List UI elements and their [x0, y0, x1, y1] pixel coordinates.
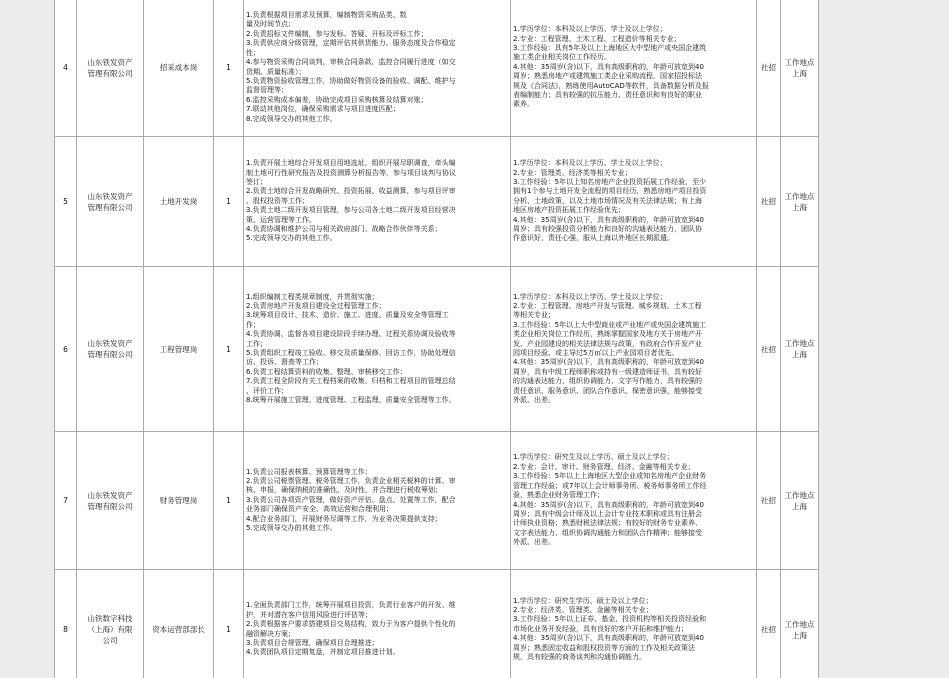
row-number: 6: [63, 344, 68, 354]
duty-line: 访、投诉、督查等工作；: [246, 358, 323, 367]
duty-line: 1.负责开展土地综合开发项目用地选址，组织开展尽职调查，牵头编: [246, 159, 456, 168]
position-name: 财务管理岗: [159, 496, 198, 505]
duty-line: 性；: [246, 48, 260, 57]
location-line: 工作地点: [784, 191, 815, 201]
company-name-line: 管理有限公司: [87, 501, 133, 511]
duty-line: 监督管理等；: [246, 86, 288, 95]
company-name-line: 公司: [102, 636, 118, 645]
duties-text: [246, 159, 508, 244]
position-name: 招采成本岗: [159, 63, 198, 72]
duties-text: [246, 11, 508, 124]
duty-line: 6.负责工程结算资料的收集、整理、审核移交工作；: [246, 367, 407, 376]
requirement-line: 发、产业园建设的相关法律法规与政策，有政府合作开发产业: [513, 339, 702, 348]
recruitment-table: [54, 0, 819, 678]
duties-cell[interactable]: [244, 0, 511, 137]
duty-line: 4.负责协调和维护公司与相关政府部门、战略合作伙伴等关系；: [246, 225, 442, 234]
requirement-line: 外派、出差。: [513, 396, 555, 405]
location-line: 工作地点: [784, 490, 815, 500]
requirement-line: 3.工作经验：5年以上知名房地产企业投资拓展工作经验，至少: [513, 177, 707, 186]
position-cell[interactable]: [144, 267, 214, 432]
duties-text: [246, 293, 508, 406]
requirement-line: 周岁；具有较强投资分析能力和良好的沟通表达能力，团队协: [513, 225, 702, 234]
position-cell[interactable]: [144, 570, 214, 678]
requirement-line: 规，具有较强的商务谈判和沟通协调能力。: [513, 653, 646, 662]
duty-line: 5.负责物资验收管理工作，协助做好物资设备的验收、调配、维护与: [246, 76, 456, 85]
duty-line: 3.统筹项目设计、技术、造价、施工、进度、质量及安全等管理工: [246, 311, 449, 320]
duty-line: 签订；: [246, 177, 267, 186]
duty-line: 8.统筹开展施工管理、进度管理、工程监理、质量安全管理等工作。: [246, 396, 456, 405]
duties-cell[interactable]: [244, 137, 511, 267]
duty-line: 5.完成领导交办的其他工作。: [246, 524, 337, 533]
duty-line: 量及时间节点；: [246, 20, 295, 29]
requirement-line: 素养。: [513, 100, 534, 109]
duties-text: [246, 468, 508, 534]
duty-line: 4.负责协调、监督各项目建设阶段手续办理、过程关系协调及验收等: [246, 330, 456, 339]
location-line: 工作地点: [784, 619, 815, 629]
table-row: [55, 0, 819, 137]
recruit-type: 社招: [761, 344, 776, 354]
headcount-cell[interactable]: [214, 432, 244, 570]
requirements-cell[interactable]: [511, 570, 757, 678]
requirement-line: 2.专业：管理类、经济类等相关专业；: [513, 168, 632, 177]
duty-line: 业务部门确保资产安全、高效运营和合理利用；: [246, 505, 393, 514]
requirement-line: 2.专业：会计、审计、财务管理、经济、金融等相关专业；: [513, 462, 695, 471]
company-cell[interactable]: [77, 137, 144, 267]
duty-line: 1.负责公司报表核算、预算管理等工作；: [246, 467, 372, 476]
requirements-cell[interactable]: [511, 432, 757, 570]
headcount-cell[interactable]: [214, 570, 244, 678]
duty-line: 2.负责土地综合开发战略研究、投资拓展、收益测算，参与项目评审: [246, 187, 456, 196]
requirements-text: [513, 25, 754, 110]
headcount-cell[interactable]: [214, 0, 244, 137]
requirements-cell[interactable]: [511, 0, 757, 137]
company-cell[interactable]: [77, 267, 144, 432]
company-name-line: 山东铁发资产: [87, 191, 133, 201]
requirement-line: 施工类企业相关岗位工作经历。: [513, 53, 611, 62]
company-name-line: 山铁数字科技: [87, 614, 133, 623]
right-margin: [818, 0, 949, 678]
requirement-line: 4.其他：35周岁(含)以下，具有高级职称的，年龄可放宽到40: [513, 634, 704, 643]
duty-line: 4.配合业务部门，开展财务尽调等工作，为业务决策提供支持；: [246, 514, 442, 523]
duty-line: 7.负责工程全阶段有关工程档案的收集、归档和工程项目的管理总结: [246, 377, 456, 386]
position-name: 资本运营部部长: [152, 625, 205, 634]
requirement-line: 周岁，具有中级工程师职称或持有一级建造师证书，具有较好: [513, 367, 702, 376]
duty-line: 1.组织编制工程类规章制度，并贯彻实施；: [246, 292, 379, 301]
row-number-cell[interactable]: [55, 432, 77, 570]
company-cell[interactable]: [77, 432, 144, 570]
requirement-line: 2.专业：经济类、管理类、金融等相关专业；: [513, 605, 653, 614]
location-line: 上海: [792, 202, 807, 212]
duty-line: 工作；: [246, 339, 267, 348]
location-cell[interactable]: [781, 267, 819, 432]
requirement-line: 管理工作经验；或7年以上会计师事务所、税务师事务所工作经: [513, 481, 707, 490]
duty-line: 3.负责供应商分级管理，定期评估其供货能力、服务态度及合作稳定: [246, 39, 456, 48]
recruit-type: 社招: [761, 197, 776, 206]
requirements-text: [513, 453, 754, 547]
requirement-line: 3.工作经验：5年以上大中型商业或产业地产或央国企建筑施工: [513, 320, 707, 329]
table-row: [55, 570, 819, 678]
duty-line: 1.负责根据项目需求及预算，编制物资采购品类、数: [246, 11, 407, 20]
location-cell[interactable]: [781, 0, 819, 137]
requirement-line: 2.专业：工程管理、土木工程、工程造价等相关专业；: [513, 34, 681, 43]
row-number: 5: [63, 197, 68, 206]
location-cell[interactable]: [781, 570, 819, 678]
duty-line: 3.负责公司各项资产管理，做好资产评估、盘点、处置等工作，配合: [246, 495, 456, 504]
requirements-text: [513, 597, 754, 663]
recruit-type-cell[interactable]: [757, 137, 781, 267]
requirement-line: 3.工作经验：具有5年及以上上海地区大中型地产或央国企建筑: [513, 43, 707, 52]
recruit-type: 社招: [761, 496, 776, 505]
duty-line: 6.监控采购成本偏差，协助完成项目采购核算及结算对账；: [246, 95, 428, 104]
row-number-cell[interactable]: [55, 570, 77, 678]
requirement-line: 地区房地产投资拓展工作经验优先；: [513, 206, 625, 215]
company-name-line: 山东铁发资产: [87, 490, 133, 500]
duty-line: 2.负责招标文件编制，参与发标、答疑、开标及评标工作；: [246, 29, 428, 38]
duty-line: 、股权投资等工作；: [246, 196, 309, 205]
row-number: 4: [63, 63, 68, 72]
duty-line: 策、运营管理等工作。: [246, 215, 316, 224]
recruit-type: 社招: [761, 625, 776, 634]
row-number-cell[interactable]: [55, 267, 77, 432]
location-line: 工作地点: [784, 57, 815, 67]
headcount: 1: [226, 344, 231, 354]
position-name: 工程管理岗: [159, 344, 198, 354]
requirement-line: 文字表达能力、组织协调沟通能力和团队合作精神；能够接受: [513, 528, 702, 537]
company-name-line: 管理有限公司: [87, 68, 133, 78]
requirement-line: 责任意识、服务意识、团队合作意识、保密意识强，能够接受: [513, 386, 702, 395]
position-cell[interactable]: [144, 0, 214, 137]
table-row: [55, 432, 819, 570]
requirement-line: 拥有1个参与土地开发全流程的项目经历，熟悉房地产项目投资: [513, 187, 707, 196]
recruit-type-cell[interactable]: [757, 0, 781, 137]
duty-line: 8.完成领导交办的其他工作。: [246, 114, 337, 123]
duty-line: 融资解决方案；: [246, 629, 295, 638]
row-number: 7: [63, 496, 68, 505]
duty-line: 核、申报，确保纳税的准确性、及时性，并合理进行税收筹划；: [246, 486, 442, 495]
requirement-line: 表编制能力；具有较强的抗压能力、责任意识和有良好的职业: [513, 91, 702, 100]
company-cell[interactable]: [77, 570, 144, 678]
requirement-line: 的沟通表达能力、组织协调能力、文字写作能力，具有较强的: [513, 377, 702, 386]
company-cell[interactable]: [77, 0, 144, 137]
requirement-line: 4.其他：35周岁(含)以下，具有高级职称的，年龄可放宽到40: [513, 62, 704, 71]
company-name-line: （上海）有限: [87, 625, 133, 634]
duty-line: 制土地可行性研究报告及投资测算分析报告等，参与项目谈判与协议: [246, 168, 456, 177]
requirement-line: 1.学历学位：本科及以上学历、学士及以上学位；: [513, 159, 667, 168]
location-line: 上海: [792, 350, 807, 359]
duty-line: 3.负责土地二级开发项目管理，参与公司各土地二级开发项目经营决: [246, 206, 456, 215]
headcount-cell[interactable]: [214, 137, 244, 267]
row-number: 8: [63, 625, 68, 634]
duty-line: 2.负责房地产开发项目建设全过程管理工作；: [246, 301, 386, 310]
duty-line: 5.负责组织工程竣工验收、移交及质量保修、回访工作，协助处理信: [246, 349, 456, 357]
duty-line: 1.全面负责部门工作，统筹开展项目投资，负责行业客户的开发、维: [246, 601, 456, 610]
recruit-type-cell[interactable]: [757, 570, 781, 678]
requirements-cell[interactable]: [511, 267, 757, 432]
table-row: [55, 267, 819, 432]
duty-line: 作；: [246, 320, 260, 329]
duty-line: 2.负责根据客户要求搭建项目交易结构，致力于为客户提供个性化的: [246, 620, 456, 629]
location-line: 上海: [792, 501, 807, 511]
duties-cell[interactable]: [244, 570, 511, 678]
location-cell[interactable]: [781, 137, 819, 267]
position-cell[interactable]: [144, 432, 214, 570]
requirement-line: 验，熟悉企业财务管理工作；: [513, 491, 604, 500]
requirement-line: 类企业相关岗位工作经历，熟练掌握国家及地方关于房地产开: [513, 330, 702, 339]
requirement-line: 外派、出差。: [513, 538, 555, 547]
requirement-line: 4.其他：35周岁(含)以下，具有高级职称的，年龄可放宽到40: [513, 500, 704, 509]
requirement-line: 1.学历学位：本科及以上学历、学士及以上学位；: [513, 25, 667, 34]
requirement-line: 1.学历学位：本科及以上学历、学士及以上学位；: [513, 292, 667, 301]
requirement-line: 作意识好，责任心强，服从上海以外地区长期派遣。: [513, 234, 674, 243]
location-line: 上海: [792, 630, 807, 640]
duty-line: 4.负责团队项目定期复盘，并制定项目推进计划。: [246, 648, 400, 657]
requirement-line: 3.工作经验：5年以上上海地区大型企业或知名房地产企业财务: [513, 472, 707, 481]
requirement-line: 1.学历学位：研究生学历、硕士及以上学位；: [513, 596, 653, 605]
requirements-text: [513, 293, 754, 406]
headcount: 1: [226, 496, 231, 505]
row-number-cell[interactable]: [55, 0, 77, 137]
duties-text: [246, 601, 508, 657]
requirement-line: 周岁；具有中级会计师及以上会计专业技术职称或具有注册会: [513, 509, 702, 518]
recruit-type-cell[interactable]: [757, 432, 781, 570]
duty-line: 7.联动其他岗位，确保采购需求与项目进度匹配；: [246, 105, 400, 114]
requirement-line: 4.其他：35周岁(含)以下，具有高级职称的，年龄可放宽到40: [513, 358, 704, 367]
headcount: 1: [226, 63, 231, 72]
requirement-line: 市场化业务开发经验，具有良好的客户开拓和维护能力；: [513, 624, 688, 633]
requirements-text: [513, 159, 754, 244]
position-cell[interactable]: [144, 137, 214, 267]
requirement-line: 周岁；熟悉房地产或建筑施工类企业采购流程，国家招投标法: [513, 72, 702, 81]
requirements-cell[interactable]: [511, 137, 757, 267]
requirement-line: 1.学历学位：研究生及以上学历、硕士及以上学位；: [513, 453, 674, 462]
requirement-line: 周岁；熟悉固定收益和股权投资等方面的工作及相关政策法: [513, 643, 695, 652]
duty-line: 3.负责项目合规管理，确保项目合理推进；: [246, 638, 379, 647]
requirement-line: 分析、土地政策，以及土地市场情况及有关法律法规；有上海: [513, 196, 702, 205]
left-margin: [0, 0, 54, 678]
requirement-line: 4.其他：35周岁(含)以下，具有高级职称的，年龄可放宽到40: [513, 215, 704, 224]
headcount-cell[interactable]: [214, 267, 244, 432]
requirement-line: 规及《合同法》，熟练使用AutoCAD等软件，具备数据分析及报: [513, 81, 709, 90]
company-name-line: 管理有限公司: [87, 202, 133, 212]
requirement-line: 3.工作经验：5年以上证券、基金、投资机构等相关投资经验和: [513, 615, 707, 624]
duty-line: 2.负责公司税票管理、税务管理工作，负责企业相关税种的计算、审: [246, 476, 456, 485]
company-name-line: 管理有限公司: [87, 350, 133, 359]
headcount: 1: [226, 197, 231, 206]
recruit-type: 社招: [761, 63, 776, 72]
duty-line: 4.参与物资采购合同谈判，审核合同条款，监控合同履行进度（如交: [246, 58, 456, 67]
company-name-line: 山东铁发资产: [87, 57, 133, 67]
location-cell[interactable]: [781, 432, 819, 570]
duty-line: 护，并对潜在客户信用风险进行评估等；: [246, 610, 372, 619]
duty-line: 货期、质量标准）；: [246, 67, 306, 76]
duties-cell[interactable]: [244, 432, 511, 570]
headcount: 1: [226, 625, 231, 634]
position-name: 土地开发岗: [159, 197, 198, 206]
location-line: 工作地点: [784, 339, 815, 348]
location-line: 上海: [792, 68, 807, 78]
requirement-line: 园项目经验、或主导过5万㎡以上产业园项目者优先。: [513, 349, 679, 357]
duty-line: 5.完成领导交办的其他工作。: [246, 234, 337, 243]
recruit-type-cell[interactable]: [757, 267, 781, 432]
requirement-line: 计师执业资格；熟悉财税法律法规；有较好的财务专业素养、: [513, 519, 702, 528]
table-row: [55, 137, 819, 267]
company-name-line: 山东铁发资产: [87, 339, 133, 348]
duties-cell[interactable]: [244, 267, 511, 432]
duty-line: 、评价工作；: [246, 386, 288, 395]
requirement-line: 等相关专业；: [513, 311, 555, 320]
row-number-cell[interactable]: [55, 137, 77, 267]
requirement-line: 2.专业：工程管理、房地产开发与管理、城乡规划、土木工程: [513, 301, 702, 310]
